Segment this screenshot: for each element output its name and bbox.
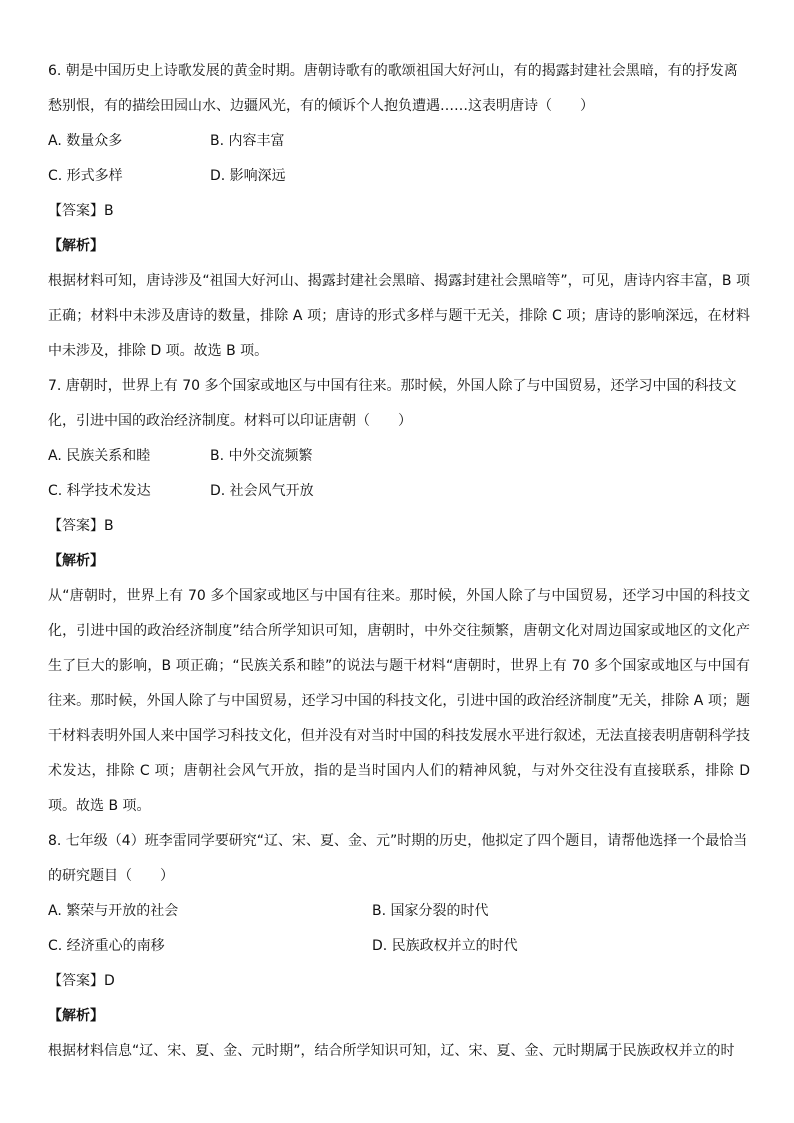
question-7-options-row-2: [48, 474, 750, 509]
question-8-answer: 【答案】D: [48, 973, 115, 989]
question-6-answer: 【答案】B: [48, 203, 114, 219]
question-8-option-a: A. 繁荣与开放的社会: [48, 903, 179, 919]
question-6-options-row-1: [48, 124, 750, 159]
question-6-options-row-2: [48, 159, 750, 194]
question-8-option-c: C. 经济重心的南移: [48, 938, 165, 954]
question-7-option-b: B. 中外交流频繁: [210, 448, 313, 464]
question-6-analysis: 根据材料可知，唐诗涉及“祖国大好河山、揭露封建社会黑暗、揭露封建社会黑暗等”，可见，唐诗内容丰富，B 项正确；材料中未涉及唐诗的数量，排除 A 项；唐诗的形式多样与题干无关，排除 C 项；唐诗的影响深远，在材料中未涉及，排除 D 项。故选 B 项。: [48, 273, 750, 359]
question-7-option-c: C. 科学技术发达: [48, 483, 151, 499]
question-7-answer: 【答案】B: [48, 518, 114, 534]
question-8-analysis: 根据材料信息“辽、宋、夏、金、元时期”，结合所学知识可知，辽、宋、夏、金、元时期属于民族政权并立的时: [48, 1043, 735, 1059]
question-6-stem: 6. 朝是中国历史上诗歌发展的黄金时期。唐朝诗歌有的歌颂祖国大好河山，有的揭露封建社会黑暗，有的抒发离愁别恨，有的描绘田园山水、边疆风光，有的倾诉个人抱负遭遇……这表明唐诗（ ）: [48, 63, 738, 114]
question-7-stem: 7. 唐朝时，世界上有 70 多个国家或地区与中国有往来。那时候，外国人除了与中国贸易，还学习中国的科技文化，引进中国的政治经济制度。材料可以印证唐朝（ ）: [48, 378, 737, 429]
question-7-option-d: D. 社会风气开放: [210, 483, 314, 499]
question-6-option-b: B. 内容丰富: [210, 133, 285, 149]
question-7-options-row-1: [48, 439, 750, 474]
question-7-analysis: 从“唐朝时，世界上有 70 多个国家或地区与中国有往来。那时候，外国人除了与中国贸易，还学习中国的科技文化，引进中国的政治经济制度”结合所学知识可知，唐朝时，中外交往频繁，唐朝文化对周边国家或地区的文化产生了巨大的影响，B 项正确；“民族关系和睦”的说法与题干材料“唐朝时，世界上有 70 多个国家或地区与中国有往来。那时候，外国人除了与中国贸易，还学习中国的科技文化，引进中国的政治经济制度”无关，排除 A 项；题干材料表明外国人来中国学习科技文化，但并没有对当时中国的科技发展水平进行叙述，无法直接表明唐朝科学技术发达，排除 C 项；唐朝社会风气开放，指的是当时国内人们的精神风貌，与对外交往没有直接联系，排除 D 项。故选 B 项。: [48, 588, 750, 814]
question-7-analysis-label: 【解析】: [48, 553, 104, 569]
question-8-stem: 8. 七年级（4）班李雷同学要研究“辽、宋、夏、金、元”时期的历史，他拟定了四个题目，请帮他选择一个最恰当的研究题目（ ）: [48, 833, 748, 884]
question-6-analysis-label: 【解析】: [48, 238, 104, 254]
question-8-option-d: D. 民族政权并立的时代: [372, 938, 518, 954]
question-8-option-b: B. 国家分裂的时代: [372, 903, 489, 919]
question-8-analysis-label: 【解析】: [48, 1008, 104, 1024]
question-6-option-a: A. 数量众多: [48, 133, 123, 149]
question-6-option-d: D. 影响深远: [210, 168, 286, 184]
question-8-options-row-2: [48, 929, 750, 964]
question-7-option-a: A. 民族关系和睦: [48, 448, 151, 464]
question-6-option-c: C. 形式多样: [48, 168, 123, 184]
question-8-options-row-1: [48, 894, 750, 929]
